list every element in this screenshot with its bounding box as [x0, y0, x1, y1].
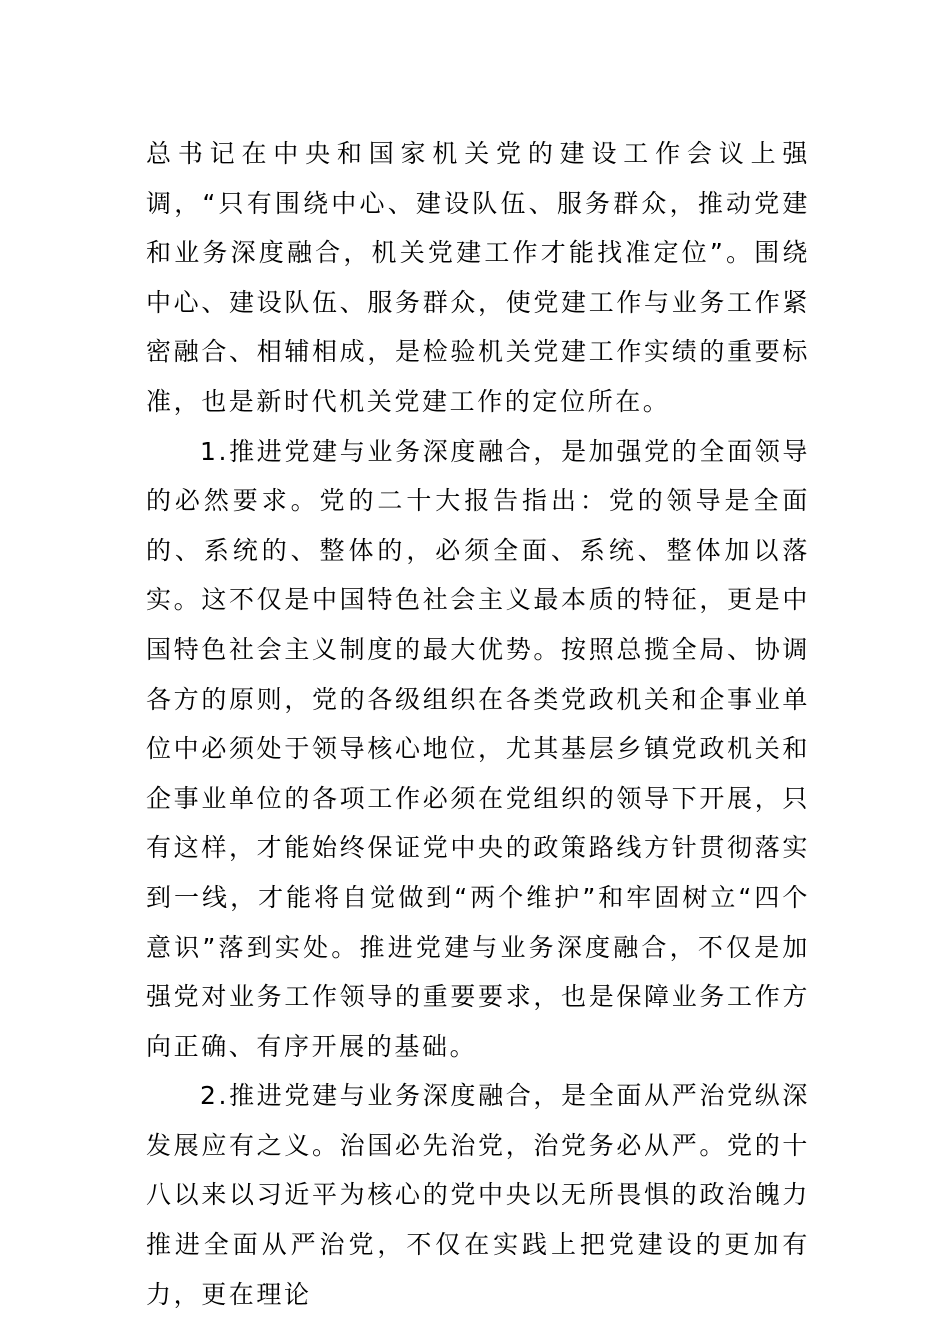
body-text: [146, 129, 810, 1319]
paragraph-intro-continuation: 总书记在中央和国家机关党的建设工作会议上强调，“只有围绕中心、建设队伍、服务群众，推动党建和业务深度融合，机关党建工作才能找准定位”。围绕中心、建设队伍、服务群众，使党建工作与业务工作紧密融合、相辅相成，是检验机关党建工作实绩的重要标准，也是新时代机关党建工作的定位所在。: [146, 139, 810, 416]
paragraph-point-2: 2.推进党建与业务深度融合，是全面从严治党纵深发展应有之义。治国必先治党，治党务必从严。党的十八以来以习近平为核心的党中央以无所畏惧的政治魄力推进全面从严治党，不仅在实践上把党建设的更加有力，更在理论: [146, 1081, 810, 1309]
paragraph-point-1: 1.推进党建与业务深度融合，是加强党的全面领导的必然要求。党的二十大报告指出：党的领导是全面的、系统的、整体的，必须全面、系统、整体加以落实。这不仅是中国特色社会主义最本质的特征，更是中国特色社会主义制度的最大优势。按照总揽全局、协调各方的原则，党的各级组织在各类党政机关和企事业单位中必须处于领导核心地位，尤其基层乡镇党政机关和企事业单位的各项工作必须在党组织的领导下开展，只有这样，才能始终保证党中央的政策路线方针贯彻落实到一线，才能将自觉做到“两个维护”和牢固树立“四个意识”落到实处。推进党建与业务深度融合，不仅是加强党对业务工作领导的重要要求，也是保障业务工作方向正确、有序开展的基础。: [146, 436, 810, 1061]
